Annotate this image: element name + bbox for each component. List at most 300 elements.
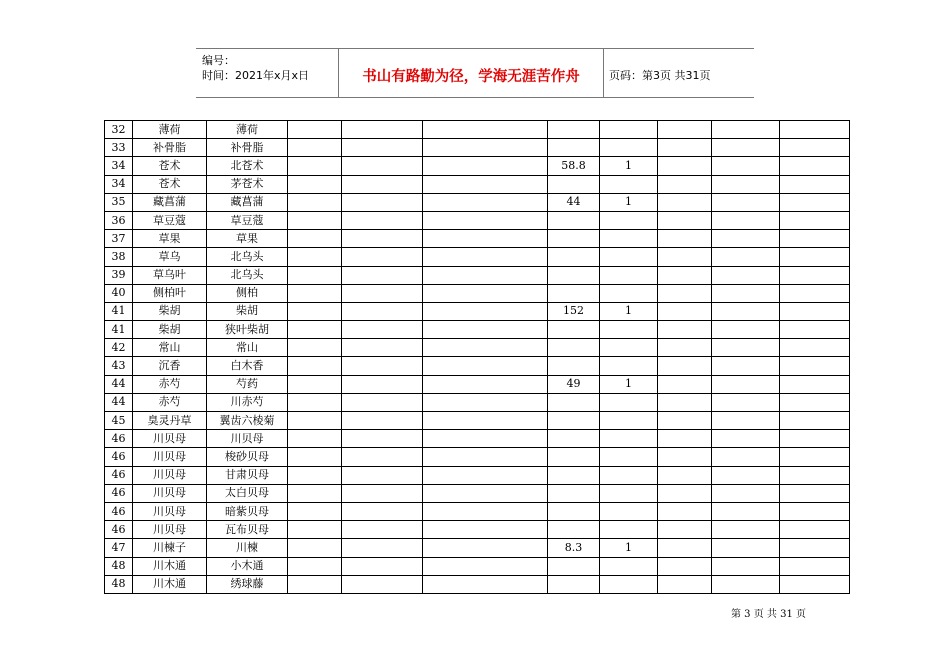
table-row (105, 575, 850, 593)
cell-name: 川木通 (133, 557, 207, 575)
cell-no: 40 (105, 284, 133, 302)
table-row (105, 502, 850, 520)
cell-no: 46 (105, 484, 133, 502)
empty-cell (342, 211, 423, 229)
table-row (105, 230, 850, 248)
empty-cell (423, 302, 548, 320)
empty-cell (658, 502, 712, 520)
empty-cell (423, 157, 548, 175)
cell-val1: 49 (548, 375, 600, 393)
empty-cell (780, 284, 850, 302)
empty-cell (423, 139, 548, 157)
cell-val2 (600, 557, 658, 575)
table-row (105, 448, 850, 466)
empty-cell (342, 539, 423, 557)
empty-cell (658, 557, 712, 575)
table-row (105, 211, 850, 229)
empty-cell (288, 412, 342, 430)
table-row (105, 266, 850, 284)
cell-val1: 152 (548, 302, 600, 320)
empty-cell (780, 339, 850, 357)
empty-cell (780, 412, 850, 430)
empty-cell (712, 302, 780, 320)
cell-val2: 1 (600, 193, 658, 211)
cell-val2 (600, 121, 658, 139)
cell-no: 42 (105, 339, 133, 357)
cell-alias: 太白贝母 (207, 484, 288, 502)
empty-cell (712, 357, 780, 375)
cell-no: 38 (105, 248, 133, 266)
cell-alias: 北乌头 (207, 248, 288, 266)
cell-no: 41 (105, 321, 133, 339)
cell-name: 藏菖蒲 (133, 193, 207, 211)
cell-no: 48 (105, 557, 133, 575)
empty-cell (658, 575, 712, 593)
table-row (105, 430, 850, 448)
empty-cell (658, 139, 712, 157)
table-row (105, 484, 850, 502)
cell-alias: 狭叶柴胡 (207, 321, 288, 339)
empty-cell (658, 393, 712, 411)
empty-cell (288, 266, 342, 284)
cell-val1 (548, 121, 600, 139)
empty-cell (780, 484, 850, 502)
empty-cell (342, 502, 423, 520)
cell-name: 川木通 (133, 575, 207, 593)
empty-cell (288, 466, 342, 484)
empty-cell (658, 521, 712, 539)
cell-val1 (548, 412, 600, 430)
empty-cell (780, 157, 850, 175)
empty-cell (780, 466, 850, 484)
cell-val2: 1 (600, 375, 658, 393)
empty-cell (423, 284, 548, 302)
cell-no: 44 (105, 375, 133, 393)
empty-cell (423, 339, 548, 357)
cell-alias: 川楝 (207, 539, 288, 557)
cell-val1: 58.8 (548, 157, 600, 175)
empty-cell (780, 357, 850, 375)
empty-cell (712, 484, 780, 502)
cell-val2 (600, 339, 658, 357)
cell-name: 苍术 (133, 175, 207, 193)
cell-name: 草乌叶 (133, 266, 207, 284)
document-header (196, 48, 754, 98)
empty-cell (780, 193, 850, 211)
empty-cell (288, 193, 342, 211)
empty-cell (712, 248, 780, 266)
empty-cell (780, 211, 850, 229)
empty-cell (342, 266, 423, 284)
empty-cell (712, 157, 780, 175)
cell-no: 41 (105, 302, 133, 320)
cell-alias: 翼齿六棱菊 (207, 412, 288, 430)
empty-cell (342, 284, 423, 302)
empty-cell (658, 484, 712, 502)
cell-name: 草豆蔻 (133, 211, 207, 229)
cell-val1 (548, 321, 600, 339)
cell-name: 臭灵丹草 (133, 412, 207, 430)
empty-cell (342, 484, 423, 502)
cell-no: 44 (105, 393, 133, 411)
cell-val1 (548, 357, 600, 375)
cell-name: 川贝母 (133, 448, 207, 466)
empty-cell (658, 175, 712, 193)
cell-no: 37 (105, 230, 133, 248)
empty-cell (288, 284, 342, 302)
empty-cell (342, 466, 423, 484)
cell-alias: 北苍术 (207, 157, 288, 175)
cell-no: 46 (105, 521, 133, 539)
empty-cell (780, 121, 850, 139)
cell-no: 39 (105, 266, 133, 284)
empty-cell (288, 339, 342, 357)
empty-cell (342, 557, 423, 575)
cell-name: 薄荷 (133, 121, 207, 139)
empty-cell (423, 502, 548, 520)
time-label: 时间：2021年x月x日 (202, 69, 310, 82)
empty-cell (780, 539, 850, 557)
empty-cell (288, 393, 342, 411)
motto-text: 书山有路勤为径，学海无涯苦作舟 (362, 69, 580, 85)
cell-val2 (600, 211, 658, 229)
empty-cell (288, 539, 342, 557)
cell-no: 46 (105, 448, 133, 466)
empty-cell (342, 412, 423, 430)
empty-cell (712, 521, 780, 539)
empty-cell (780, 375, 850, 393)
empty-cell (342, 302, 423, 320)
cell-no: 47 (105, 539, 133, 557)
cell-alias: 芍药 (207, 375, 288, 393)
empty-cell (780, 230, 850, 248)
page-footer: 第 3 页 共 31 页 (731, 609, 806, 620)
empty-cell (712, 557, 780, 575)
empty-cell (423, 321, 548, 339)
empty-cell (288, 484, 342, 502)
cell-name: 常山 (133, 339, 207, 357)
empty-cell (423, 466, 548, 484)
cell-val1 (548, 557, 600, 575)
table-row (105, 393, 850, 411)
empty-cell (712, 539, 780, 557)
empty-cell (658, 375, 712, 393)
empty-cell (780, 557, 850, 575)
empty-cell (423, 266, 548, 284)
cell-name: 川贝母 (133, 466, 207, 484)
empty-cell (780, 175, 850, 193)
empty-cell (658, 211, 712, 229)
empty-cell (288, 321, 342, 339)
empty-cell (712, 211, 780, 229)
empty-cell (423, 557, 548, 575)
empty-cell (288, 230, 342, 248)
cell-name: 补骨脂 (133, 139, 207, 157)
cell-name: 柴胡 (133, 302, 207, 320)
table-row (105, 175, 850, 193)
empty-cell (423, 375, 548, 393)
cell-name: 赤芍 (133, 393, 207, 411)
empty-cell (423, 575, 548, 593)
cell-alias: 薄荷 (207, 121, 288, 139)
empty-cell (658, 284, 712, 302)
empty-cell (288, 448, 342, 466)
empty-cell (658, 266, 712, 284)
empty-cell (658, 121, 712, 139)
cell-no: 32 (105, 121, 133, 139)
cell-alias: 川贝母 (207, 430, 288, 448)
cell-val1 (548, 266, 600, 284)
empty-cell (342, 430, 423, 448)
cell-alias: 藏菖蒲 (207, 193, 288, 211)
cell-alias: 川赤芍 (207, 393, 288, 411)
empty-cell (288, 502, 342, 520)
cell-val1 (548, 284, 600, 302)
cell-val2 (600, 393, 658, 411)
empty-cell (423, 412, 548, 430)
cell-alias: 小木通 (207, 557, 288, 575)
cell-val1 (548, 175, 600, 193)
cell-alias: 补骨脂 (207, 139, 288, 157)
cell-no: 43 (105, 357, 133, 375)
cell-no: 48 (105, 575, 133, 593)
empty-cell (342, 575, 423, 593)
cell-no: 45 (105, 412, 133, 430)
empty-cell (342, 448, 423, 466)
cell-name: 草乌 (133, 248, 207, 266)
cell-alias: 北乌头 (207, 266, 288, 284)
empty-cell (780, 321, 850, 339)
cell-no: 33 (105, 139, 133, 157)
empty-cell (342, 175, 423, 193)
empty-cell (780, 521, 850, 539)
table-row (105, 339, 850, 357)
cell-name: 苍术 (133, 157, 207, 175)
cell-name: 川贝母 (133, 484, 207, 502)
cell-alias: 梭砂贝母 (207, 448, 288, 466)
empty-cell (712, 448, 780, 466)
empty-cell (712, 121, 780, 139)
cell-val2 (600, 521, 658, 539)
empty-cell (712, 193, 780, 211)
empty-cell (423, 448, 548, 466)
cell-alias: 侧柏 (207, 284, 288, 302)
empty-cell (342, 193, 423, 211)
empty-cell (342, 157, 423, 175)
page-info: 页码：第3页 共31页 (609, 69, 711, 82)
empty-cell (712, 466, 780, 484)
table-row (105, 139, 850, 157)
table-row (105, 321, 850, 339)
empty-cell (712, 375, 780, 393)
empty-cell (780, 430, 850, 448)
table-row (105, 193, 850, 211)
empty-cell (658, 339, 712, 357)
cell-val2 (600, 284, 658, 302)
empty-cell (288, 302, 342, 320)
empty-cell (712, 284, 780, 302)
empty-cell (658, 448, 712, 466)
cell-val1 (548, 502, 600, 520)
empty-cell (423, 193, 548, 211)
cell-val2 (600, 357, 658, 375)
empty-cell (288, 175, 342, 193)
cell-alias: 常山 (207, 339, 288, 357)
empty-cell (342, 357, 423, 375)
table-row (105, 557, 850, 575)
empty-cell (780, 302, 850, 320)
empty-cell (342, 139, 423, 157)
empty-cell (423, 430, 548, 448)
cell-alias: 瓦布贝母 (207, 521, 288, 539)
empty-cell (780, 139, 850, 157)
table-row (105, 357, 850, 375)
cell-name: 川贝母 (133, 521, 207, 539)
empty-cell (780, 393, 850, 411)
empty-cell (658, 321, 712, 339)
cell-name: 侧柏叶 (133, 284, 207, 302)
empty-cell (712, 266, 780, 284)
empty-cell (342, 339, 423, 357)
empty-cell (780, 266, 850, 284)
cell-val2 (600, 230, 658, 248)
cell-val2 (600, 412, 658, 430)
cell-val1 (548, 466, 600, 484)
cell-name: 柴胡 (133, 321, 207, 339)
cell-val1 (548, 211, 600, 229)
empty-cell (288, 211, 342, 229)
cell-no: 34 (105, 157, 133, 175)
table-row (105, 539, 850, 557)
cell-val2 (600, 266, 658, 284)
cell-no: 34 (105, 175, 133, 193)
cell-no: 35 (105, 193, 133, 211)
table-row (105, 284, 850, 302)
cell-val2 (600, 484, 658, 502)
cell-val2 (600, 248, 658, 266)
cell-name: 川贝母 (133, 502, 207, 520)
cell-val1 (548, 230, 600, 248)
empty-cell (658, 412, 712, 430)
cell-val2 (600, 321, 658, 339)
cell-val1 (548, 339, 600, 357)
empty-cell (423, 393, 548, 411)
empty-cell (780, 502, 850, 520)
cell-val1 (548, 484, 600, 502)
cell-name: 草果 (133, 230, 207, 248)
empty-cell (423, 211, 548, 229)
empty-cell (712, 393, 780, 411)
number-label: 编号： (202, 54, 235, 67)
empty-cell (712, 502, 780, 520)
cell-no: 46 (105, 430, 133, 448)
empty-cell (712, 230, 780, 248)
cell-val1 (548, 521, 600, 539)
cell-alias: 甘肃贝母 (207, 466, 288, 484)
empty-cell (423, 539, 548, 557)
empty-cell (423, 230, 548, 248)
empty-cell (712, 575, 780, 593)
cell-val2 (600, 502, 658, 520)
cell-val1: 44 (548, 193, 600, 211)
header-motto-cell (338, 49, 604, 97)
empty-cell (658, 466, 712, 484)
empty-cell (342, 248, 423, 266)
table-row (105, 121, 850, 139)
cell-alias: 柴胡 (207, 302, 288, 320)
empty-cell (288, 557, 342, 575)
table-row (105, 248, 850, 266)
table-row (105, 521, 850, 539)
cell-val2: 1 (600, 302, 658, 320)
empty-cell (658, 430, 712, 448)
empty-cell (658, 539, 712, 557)
cell-name: 赤芍 (133, 375, 207, 393)
cell-alias: 绣球藤 (207, 575, 288, 593)
empty-cell (423, 357, 548, 375)
table-row (105, 412, 850, 430)
empty-cell (423, 484, 548, 502)
empty-cell (288, 157, 342, 175)
cell-val2 (600, 448, 658, 466)
empty-cell (288, 575, 342, 593)
table-row (105, 157, 850, 175)
cell-val2 (600, 430, 658, 448)
empty-cell (658, 302, 712, 320)
cell-no: 46 (105, 466, 133, 484)
cell-val2: 1 (600, 157, 658, 175)
cell-val1 (548, 448, 600, 466)
empty-cell (288, 521, 342, 539)
empty-cell (288, 430, 342, 448)
empty-cell (288, 357, 342, 375)
empty-cell (423, 121, 548, 139)
empty-cell (658, 230, 712, 248)
herb-table (104, 120, 850, 594)
cell-alias: 白木香 (207, 357, 288, 375)
empty-cell (712, 430, 780, 448)
empty-cell (288, 248, 342, 266)
empty-cell (342, 393, 423, 411)
empty-cell (342, 321, 423, 339)
empty-cell (658, 248, 712, 266)
empty-cell (342, 121, 423, 139)
cell-val2 (600, 575, 658, 593)
cell-val2 (600, 466, 658, 484)
table-row (105, 375, 850, 393)
empty-cell (342, 521, 423, 539)
empty-cell (342, 230, 423, 248)
cell-alias: 茅苍术 (207, 175, 288, 193)
cell-val1: 8.3 (548, 539, 600, 557)
table-row (105, 466, 850, 484)
cell-val1 (548, 430, 600, 448)
empty-cell (780, 448, 850, 466)
cell-alias: 草果 (207, 230, 288, 248)
cell-alias: 暗紫贝母 (207, 502, 288, 520)
table-row (105, 302, 850, 320)
empty-cell (780, 575, 850, 593)
empty-cell (423, 248, 548, 266)
empty-cell (423, 175, 548, 193)
empty-cell (712, 412, 780, 430)
empty-cell (658, 193, 712, 211)
cell-val2 (600, 175, 658, 193)
empty-cell (780, 248, 850, 266)
cell-val1 (548, 139, 600, 157)
cell-alias: 草豆蔻 (207, 211, 288, 229)
cell-no: 36 (105, 211, 133, 229)
